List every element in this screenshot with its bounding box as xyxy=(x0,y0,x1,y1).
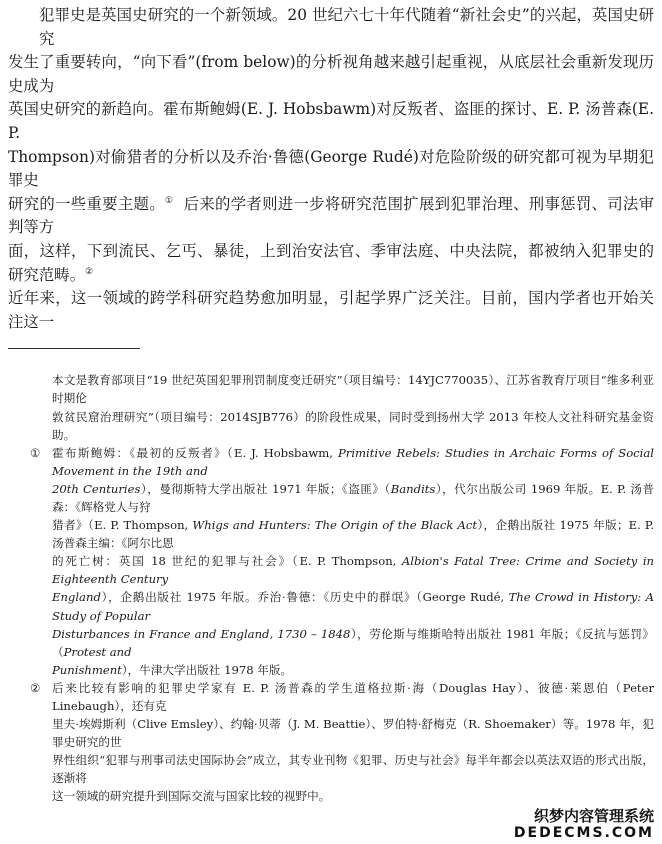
italic-title: England xyxy=(52,590,101,605)
italic-title: The Crowd in History: A Study of Popular xyxy=(52,590,654,623)
footnote-number: ① xyxy=(30,445,41,460)
italic-title: Punishment xyxy=(52,662,122,677)
watermark-line2: DEDECMS.COM xyxy=(513,824,654,841)
footnote-divider xyxy=(8,348,140,349)
body-line xyxy=(8,193,654,240)
footnote-text: 的死亡树：英国 18 世纪的犯罪与社会》（E. P. Thompson, xyxy=(52,554,402,569)
footnote-text: ），劳伦斯与维斯哈特出版社 1981 年版；《反抗与惩罚》（ xyxy=(52,626,655,659)
footnote-line xyxy=(52,715,654,751)
footnote-text: 这一领域的研究提升到国际交流与国家比较的视野中。 xyxy=(52,789,331,804)
footnote-2 xyxy=(0,679,654,806)
footnote-line xyxy=(52,751,654,787)
body-line: 犯罪史是英国史研究的一个新领域。20 世纪六七十年代随着“新社会史”的兴起，英国史研究 xyxy=(39,6,654,48)
footnote-text: ），曼彻斯特大学出版社 1971 年版；《盗匪》（ xyxy=(140,481,391,496)
footnote-text: ），企鹅出版社 1975 年版。乔治·鲁德：《历史中的群氓》（George Rudé, xyxy=(100,590,509,605)
footnote-line xyxy=(52,625,654,661)
footnote-text: 敦贫民窟治理研究”（项目编号：2014SJB776）的阶段性成果，同时受到扬州大学 2013 年校人文社科研究基金资助。 xyxy=(52,409,654,442)
body-line: Thompson)对偷猎者的分析以及乔治·鲁德(George Rudé)对危险阶级的研究都可视为早期犯罪史 xyxy=(8,147,654,190)
footnotes xyxy=(0,371,662,805)
footnote-text: 猎者》（E. P. Thompson, xyxy=(52,518,193,533)
footnote-line xyxy=(52,480,654,516)
italic-title: Whigs and Hunters: The Origin of the Black Act xyxy=(192,518,477,533)
footnote-text: 本文是教育部项目“19 世纪英国犯罪刑罚制度变迁研究”（项目编号：14YJC770035）、江苏省教育厅项目“维多利亚时期伦 xyxy=(52,373,654,406)
footnote-1 xyxy=(0,444,654,679)
main-paragraph xyxy=(8,4,654,334)
italic-title: Bandits xyxy=(390,481,436,496)
body-line: 近年来，这一领域的跨学科研究趋势愈加明显，引起学界广泛关注。目前，国内学者也开始关注这一 xyxy=(8,289,654,331)
footnote-text: 界性组织“犯罪与刑事司法史国际协会”成立，其专业刊物《犯罪、历史与社会》每半年都会以英法双语的形式出版，逐渐将 xyxy=(52,753,654,786)
funding-note xyxy=(0,371,654,443)
footnote-line xyxy=(52,661,654,679)
italic-title: Albion's Fatal Tree: Crime and Society in Eighteenth Century xyxy=(52,554,655,587)
footnote-ref-2[interactable]: ② xyxy=(84,266,94,277)
footnote-line xyxy=(52,552,654,588)
footnote-text: ），代尔出版公司 1969 年版。E. P. 汤普森：《辉格党人与狩 xyxy=(52,481,654,514)
body-line-segment: 研究的一些重要主题。 xyxy=(8,194,165,213)
footnote-number: ② xyxy=(30,680,41,695)
footnote-line xyxy=(52,408,654,444)
footnote-line xyxy=(52,679,654,715)
footnote-text: 里夫·埃姆斯利（Clive Emsley）、约翰·贝蒂（J. M. Beattie）、罗伯特·舒梅克（R. Shoemaker）等。1978 年，犯罪史研究的世 xyxy=(52,717,654,750)
body-line: 英国史研究的新趋向。霍布斯鲍姆(E. J. Hobsbawm)对反叛者、盗匪的探讨、E. P. 汤普森(E. P. xyxy=(8,100,654,142)
footnote-line xyxy=(52,516,654,552)
footnote-text: ），牛津大学出版社 1978 年版。 xyxy=(121,662,293,677)
body-line-segment: 后来的学者则进一步将研究范围扩展到犯罪治理、刑事惩罚、司法审判等方 xyxy=(8,194,654,237)
body-line xyxy=(8,240,654,287)
footnote-text: 霍布斯鲍姆：《最初的反叛者》（E. J. Hobsbawm, xyxy=(52,445,338,460)
footnote-line xyxy=(52,787,654,805)
italic-title: Primitive Rebels: Studies in Archaic Forms of Social Movement in the 19th and xyxy=(52,445,655,478)
footnote-line xyxy=(52,371,654,407)
footnote-text: 后来比较有影响的犯罪史学家有 E. P. 汤普森的学生道格拉斯·海（Douglas Hay）、彼德·莱恩伯（Peter Linebaugh），还有克 xyxy=(52,680,654,713)
watermark-logo xyxy=(0,808,654,844)
footnote-line xyxy=(52,444,654,480)
footnote-line xyxy=(52,588,654,624)
italic-title: Disturbances in France and England, 1730 – 1848 xyxy=(52,626,351,641)
footnote-ref-1[interactable]: ① xyxy=(164,195,174,206)
italic-title: Protest and xyxy=(63,644,132,659)
watermark-line1: 织梦内容管理系统 xyxy=(533,806,654,825)
body-line-segment: 面，这样，下到流民、乞丐、暴徒，上到治安法官、季审法庭、中央法院，都被纳入犯罪史的研究范畴。 xyxy=(8,241,654,284)
body-line: 发生了重要转向，“向下看”(from below)的分析视角越来越引起重视，从底层社会重新发现历史成为 xyxy=(8,53,654,95)
footnote-text: ），企鹅出版社 1975 年版；E. P. 汤普森主编：《阿尔比恩 xyxy=(52,518,655,551)
italic-title: 20th Centuries xyxy=(52,481,141,496)
